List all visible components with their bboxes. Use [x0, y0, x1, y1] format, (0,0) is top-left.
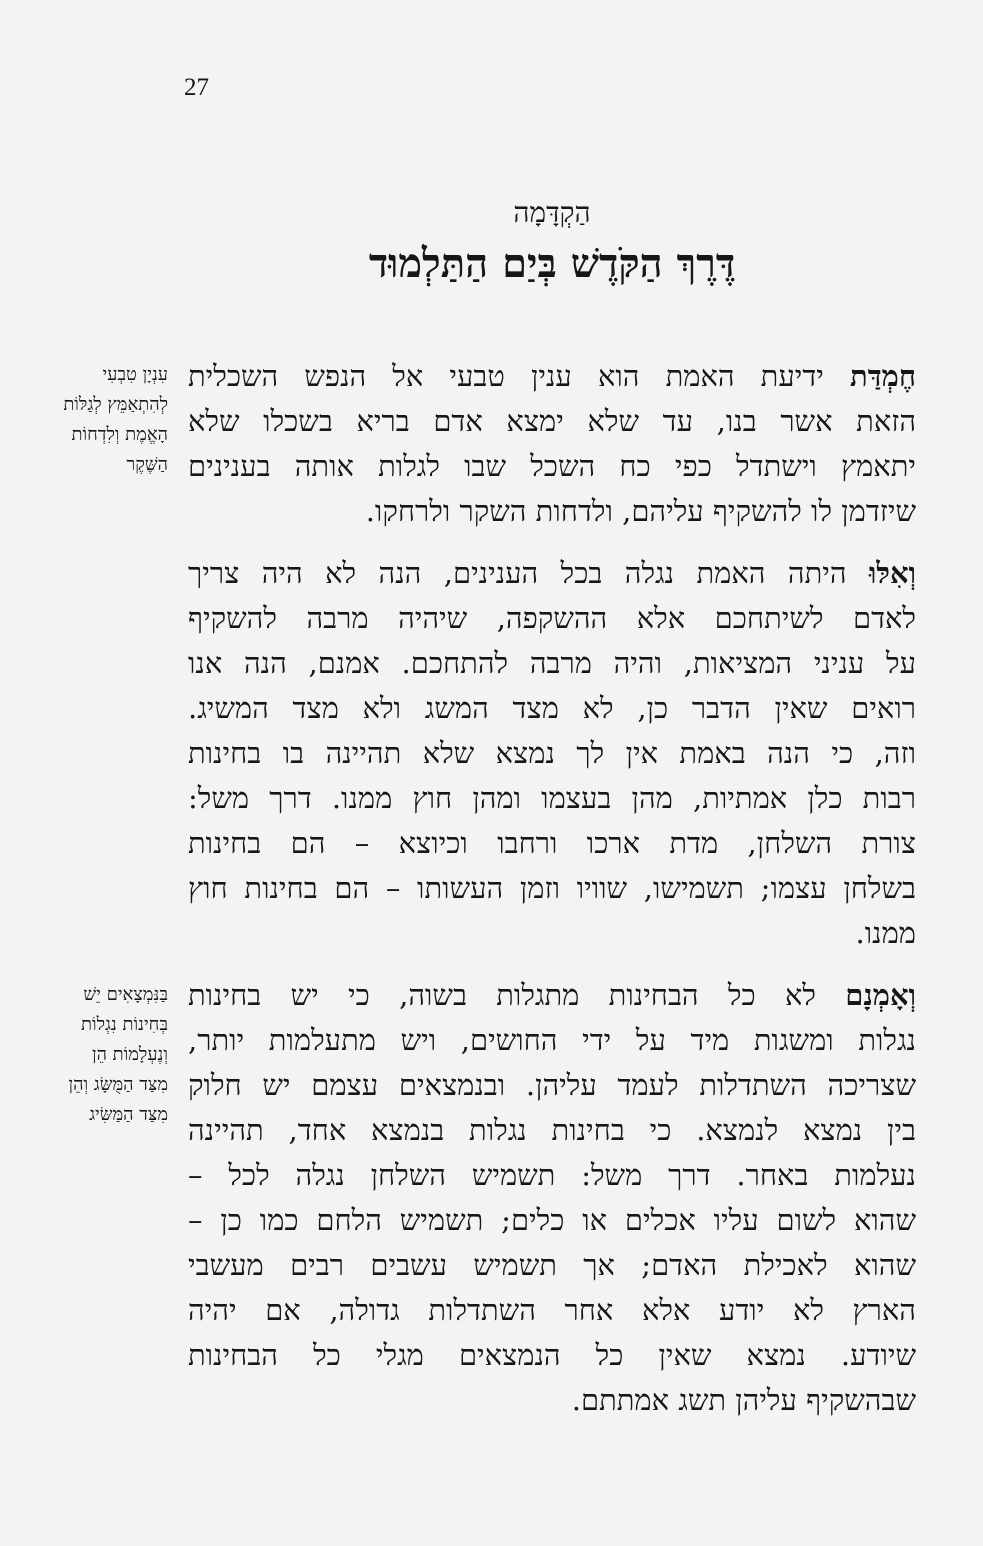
section-subtitle: הַקְדָּמָה — [513, 196, 591, 229]
main-text — [188, 354, 916, 1440]
text-line: בין נמצא לנמצא. כי בחינות נגלות בנמצא אחד, תהיינה — [188, 1113, 916, 1147]
note-line: בְּחִינוֹת נִגְלוֹת — [80, 1014, 168, 1035]
line-text: היתה האמת נגלה בכל הענינים, הנה לא היה צריך — [188, 556, 847, 590]
text-line: בשלחן עצמו; תשמישו, שוויו וזמן העשותו – הם בחינות חוץ — [188, 871, 916, 905]
text-line: שהוא לאכילת האדם; אך תשמיש עשבים רבים מעשבי — [188, 1248, 916, 1282]
note-line: מִצַּד הַמֻּשָּׂג וְהֵן — [68, 1074, 168, 1095]
page-number: 27 — [184, 74, 209, 101]
note-line: עִנְיָן טִבְעִי — [102, 364, 168, 385]
lead-word: וְאָמְנָם — [845, 978, 916, 1012]
text-line: הארץ לא יודע אלא אחר השתדלות גדולה, אם יהיה — [188, 1293, 916, 1327]
text-line — [188, 551, 916, 596]
paragraph-1 — [188, 354, 916, 534]
paragraph-2 — [188, 551, 916, 956]
text-line: רבות כלן אמתיות, מהן בעצמו ומהן חוץ ממנו. דרך משל: — [188, 781, 916, 815]
text-line: שיזדמן לו להשקיף עליהם, ולדחות השקר ולרחקו. — [365, 494, 916, 528]
text-line: על עניני המציאות, והיה מרבה להתחכם. אמנם, הנה אנו — [188, 646, 916, 680]
text-line: שיודע. נמצא שאין כל הנמצאים מגלי כל הבחינות — [188, 1338, 916, 1372]
text-line: שהוא לשום עליו אכלים או כלים; תשמיש הלחם כמו כן – — [188, 1203, 916, 1237]
line-text: לא כל הבחינות מתגלות בשוה, כי יש בחינות — [188, 978, 816, 1012]
note-line: לְהִתְאַמֵּץ לְגַלּוֹת — [63, 394, 168, 415]
text-line: צורת השלחן, מדת ארכו ורחבו וכיוצא – הם בחינות — [188, 826, 916, 860]
text-line: נעלמות באחר. דרך משל: תשמיש השלחן נגלה לכל – — [188, 1158, 916, 1192]
line-text: ידיעת האמת הוא ענין טבעי אל הנפש השכלית — [188, 359, 824, 393]
note-line: בַּנִּמְצָאִים יֵשׁ — [83, 984, 168, 1005]
text-line: לאדם לשיתחכם אלא ההשקפה, שיהיה מרבה להשקיף — [188, 601, 916, 635]
note-line: וְנֶעְלָמוֹת הֵן — [92, 1044, 168, 1065]
text-line: יתאמץ וישתדל כפי כח השכל שבו לגלות אותה בענינים — [188, 449, 916, 483]
text-line: רואים שאין הדבר כן, לא מצד המשג ולא מצד המשיג. — [188, 691, 916, 725]
note-line: הָאֱמֶת וְלִדְחוֹת — [71, 424, 168, 445]
text-line — [188, 354, 916, 399]
lead-word: חֶמְדַּת — [850, 359, 916, 393]
text-line: ממנו. — [855, 916, 916, 950]
note-line: מִצַּד הַמַּשִּׂיג — [89, 1104, 168, 1125]
text-line: הזאת אשר בנו, עד שלא ימצא אדם בריא בשכלו שלא — [188, 404, 916, 438]
side-note-1 — [30, 360, 168, 480]
text-line: שבהשקיף עליהן תשג אמתתם. — [571, 1383, 916, 1417]
note-line: הַשֶּׁקֶר — [126, 454, 168, 475]
text-line: שצריכה השתדלות לעמד עליהן. ובנמצאים עצמם יש חלוק — [188, 1068, 916, 1102]
text-line: נגלות ומשגות מיד על ידי החושים, ויש מתעלמות יותר, — [188, 1023, 916, 1057]
text-line: וזה, כי הנה באמת אין לך נמצא שלא תהיינה בו בחינות — [188, 736, 916, 770]
chapter-title: דֶּרֶךְ הַקֹּדֶשׁ בְּיַם הַתַּלְמוּד — [368, 240, 736, 287]
text-line — [188, 973, 916, 1018]
paragraph-3 — [188, 973, 916, 1423]
side-note-2 — [30, 980, 168, 1130]
lead-word: וְאִלּוּ — [868, 556, 916, 590]
